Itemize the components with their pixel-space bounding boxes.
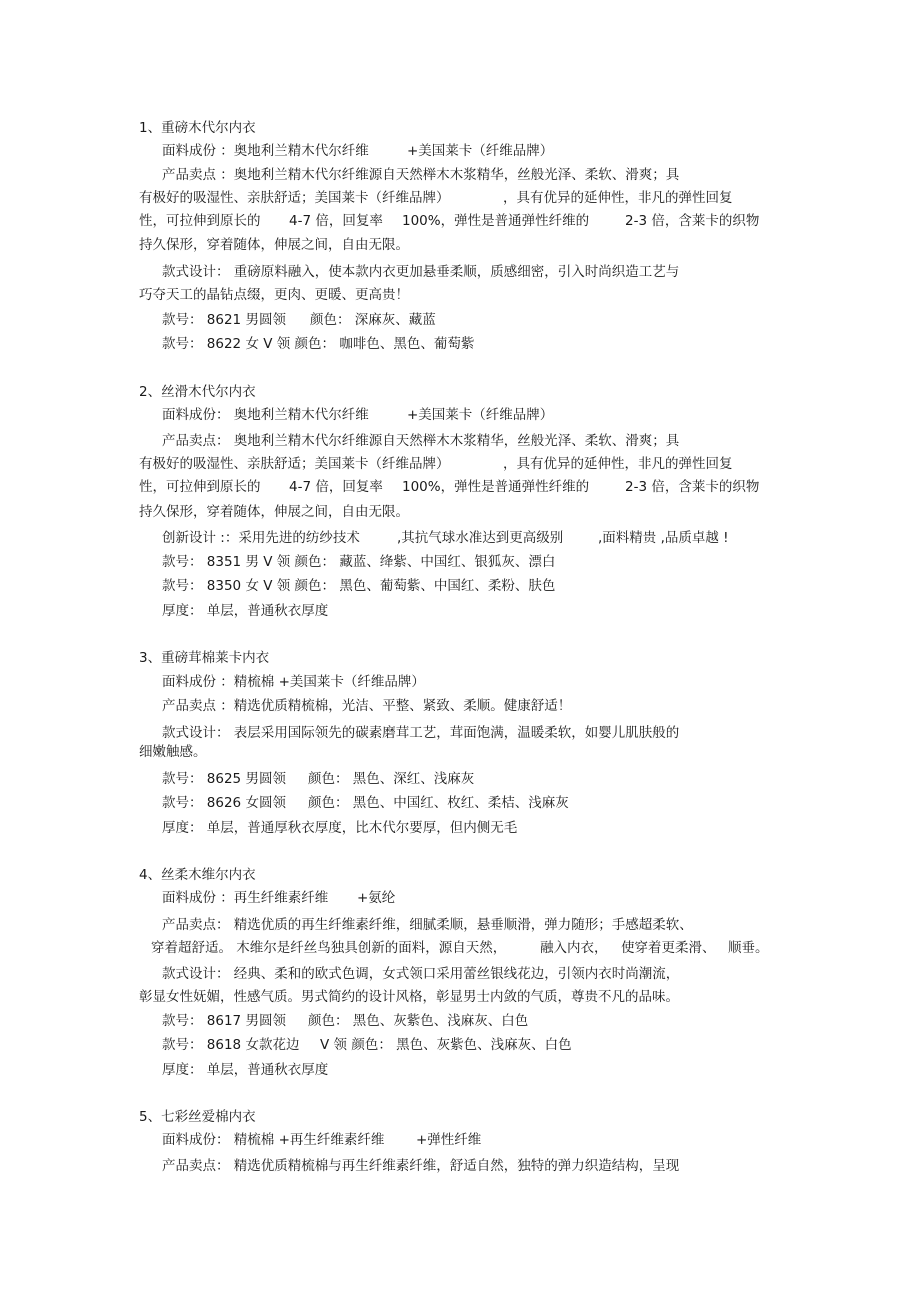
document-page: 1、重磅木代尔内衣 面料成份 ：奥地利兰精木代尔纤维 +美国莱卡（纤维品牌） 产品卖点 ：奥地利兰精木代尔纤维源自天然榉木木浆精华，丝般光泽、柔软、滑爽；具 有极好的吸湿性、亲肤舒适；美国莱卡（纤维品牌） ，具有优异的延伸性，非凡的弹性回复 性，可拉伸到原长的 4-7 倍，回复率 100%，弹性是普通弹性纤维的 2-3 倍，含莱卡的织物 持久保形，穿着随体，伸展之间，自由无限。 款式设计： 重磅原料融入，使本款内衣更加悬垂柔顺，质感细密，引入时尚织造工艺与 巧夺天工的晶钻点缀，更肉、更暖、更高贵！ 款号： 8621 男圆领 颜色： 深麻灰、藏蓝 款号： 8622 女 V 领 颜色： 咖啡色、黑色、葡萄紫 2、丝滑木代尔内衣 面料成份： 奥地利兰精木代尔纤维 +美国莱卡（纤维品牌） 产品卖点： 奥地利兰精木代尔纤维源自天然榉木木浆精华，丝般光泽、柔软、滑爽；具 有极好的吸湿性、亲肤舒适；美国莱卡（纤维品牌） ，具有优异的延伸性，非凡的弹性回复 性，可拉伸到原长的 4-7 倍，回复率 100%，弹性是普通弹性纤维的 2-3 倍，含莱卡的织物 持久保形，穿着随体，伸展之间，自由无限。 创新设计 :：采用先进的纺纱技术 ,其抗气球水准达到更高级别 ,面料精贵 ,品质卓越 ! 款号： 8351 男 V 领 颜色： 藏蓝、绛紫、中国红、银狐灰、漂白 款号： 8350 女 V 领 颜色： 黑色、葡萄紫、中国红、柔粉、肤色 厚度： 单层，普通秋衣厚度 3、重磅茸棉莱卡内衣 面料成份 ：精梳棉 +美国莱卡（纤维品牌） 产品卖点 ：精选优质精梳棉，光洁、平整、紧致、柔顺。健康舒适！ 款式设计： 表层采用国际领先的碳素磨茸工艺，茸面饱满，温暖柔软，如婴儿肌肤般的 细嫩触感。 款号： 8625 男圆领 颜色： 黑色、深红、浅麻灰 款号： 8626 女圆领 颜色： 黑色、中国红、枚红、柔桔、浅麻灰 厚度： 单层，普通厚秋衣厚度，比木代尔要厚，但内侧无毛 4、丝柔木维尔内衣 面料成份 ：再生纤维素纤维 +氨纶 产品卖点： 精选优质的再生纤维素纤维，细腻柔顺，悬垂顺滑，弹力随形；手感超柔软、 穿着超舒适。 木维尔是纤丝鸟独具创新的面料，源自天然， 融入内衣， 使穿着更柔滑、 顺垂。 款式设计： 经典、柔和的欧式色调，女式领口采用蕾丝银线花边，引领内衣时尚潮流， 彰显女性妩媚，性感气质。男式简约的设计风格，彰显男士内敛的气质，尊贵不凡的品味。 款号： 8617 男圆领 颜色： 黑色、灰紫色、浅麻灰、白色 款号： 8618 女款花边 V 领 颜色： 黑色、灰紫色、浅麻灰、白色 厚度： 单层，普通秋衣厚度 5、七彩丝爱棉内衣 面料成份： 精梳棉 +再生纤维素纤维 +弹性纤维 产品卖点： 精选优质精梳棉与再生纤维素纤维，舒适自然，独特的弹力织造结构，呈现 <box>139 120 769 1174</box>
